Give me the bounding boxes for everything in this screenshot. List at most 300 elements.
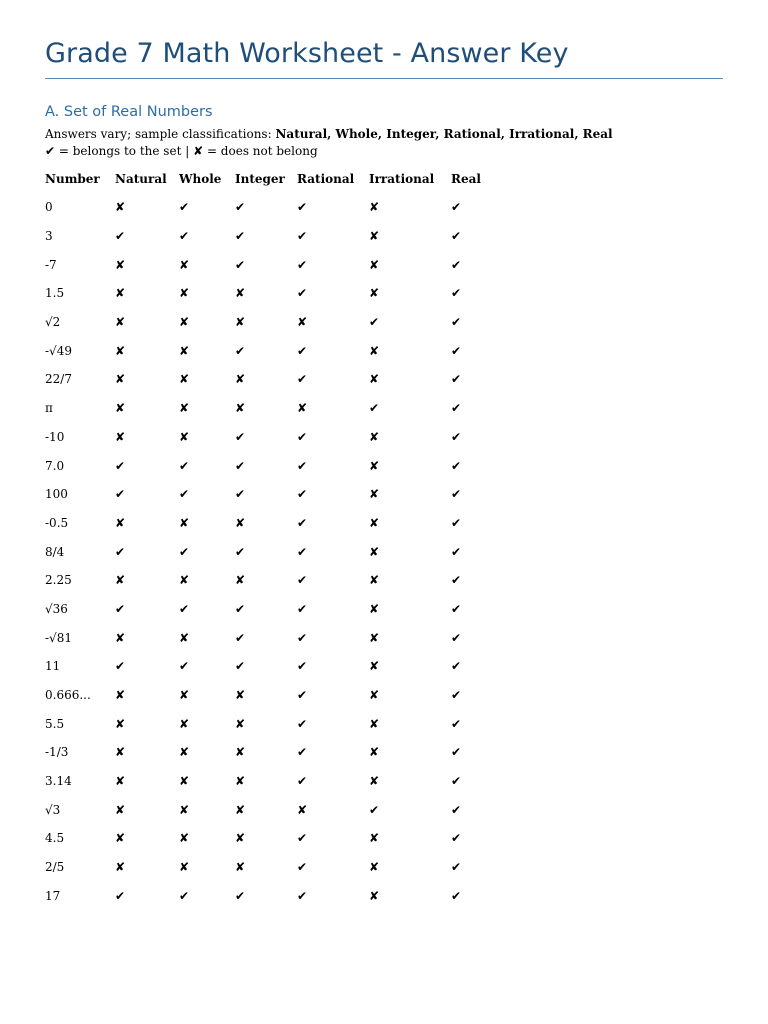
whole-cell <box>179 222 235 251</box>
cross-icon: ✘ <box>369 487 380 502</box>
check-icon: ✔ <box>451 229 462 244</box>
whole-cell <box>179 623 235 652</box>
check-icon: ✔ <box>235 429 246 444</box>
check-icon: ✔ <box>451 315 462 330</box>
rational-cell <box>297 480 369 509</box>
page-title: Grade 7 Math Worksheet - Answer Key <box>45 38 569 69</box>
check-icon: ✔ <box>451 688 462 703</box>
real-cell <box>451 882 491 911</box>
cross-icon: ✘ <box>235 860 246 875</box>
rational-cell <box>297 423 369 452</box>
cross-icon: ✘ <box>369 515 380 530</box>
rational-cell <box>297 509 369 538</box>
cross-icon: ✘ <box>115 573 126 588</box>
real-cell <box>451 623 491 652</box>
natural-cell <box>115 222 179 251</box>
natural-cell <box>115 623 179 652</box>
check-icon: ✔ <box>297 573 308 588</box>
irrational-cell <box>369 509 451 538</box>
integer-cell <box>235 451 297 480</box>
real-cell <box>451 308 491 337</box>
check-icon: ✔ <box>235 458 246 473</box>
check-icon: ✔ <box>451 458 462 473</box>
cross-icon: ✘ <box>115 831 126 846</box>
natural-cell <box>115 193 179 222</box>
check-icon: ✔ <box>451 888 462 903</box>
check-icon: ✔ <box>297 372 308 387</box>
real-cell <box>451 365 491 394</box>
real-cell <box>451 767 491 796</box>
irrational-cell <box>369 566 451 595</box>
check-icon: ✔ <box>297 774 308 789</box>
rational-cell <box>297 595 369 624</box>
integer-cell <box>235 709 297 738</box>
check-icon: ✔ <box>451 831 462 846</box>
number-cell: 0.666... <box>45 688 91 703</box>
cross-icon: ✘ <box>235 802 246 817</box>
check-icon: ✔ <box>179 458 190 473</box>
answers-note-classifications: Natural, Whole, Integer, Rational, Irrational, Real <box>275 127 613 141</box>
natural-cell <box>115 738 179 767</box>
cross-icon: ✘ <box>115 200 126 215</box>
whole-cell <box>179 394 235 423</box>
check-icon: ✔ <box>179 200 190 215</box>
whole-cell <box>179 795 235 824</box>
irrational-cell <box>369 451 451 480</box>
integer-cell <box>235 480 297 509</box>
table-row <box>45 308 491 337</box>
whole-cell <box>179 738 235 767</box>
header-real: Real <box>451 172 481 186</box>
whole-cell <box>179 308 235 337</box>
number-cell: 3 <box>45 229 53 244</box>
table-row <box>45 279 491 308</box>
check-icon: ✔ <box>451 544 462 559</box>
check-icon: ✔ <box>297 544 308 559</box>
cross-icon: ✘ <box>115 688 126 703</box>
number-cell: 5.5 <box>45 716 65 731</box>
check-icon: ✔ <box>451 515 462 530</box>
number-cell: 17 <box>45 888 61 903</box>
cross-icon: ✘ <box>115 257 126 272</box>
check-icon: ✔ <box>451 401 462 416</box>
check-icon: ✔ <box>45 144 56 158</box>
cross-icon: ✘ <box>369 659 380 674</box>
whole-cell <box>179 336 235 365</box>
integer-cell <box>235 681 297 710</box>
number-cell: 7.0 <box>45 458 65 473</box>
cross-icon: ✘ <box>179 802 190 817</box>
irrational-cell <box>369 480 451 509</box>
rational-cell <box>297 652 369 681</box>
check-icon: ✔ <box>179 888 190 903</box>
whole-cell <box>179 853 235 882</box>
cross-icon: ✘ <box>115 343 126 358</box>
cross-icon: ✘ <box>115 860 126 875</box>
whole-cell <box>179 279 235 308</box>
real-cell <box>451 250 491 279</box>
number-cell: -√81 <box>45 630 72 645</box>
cross-icon: ✘ <box>369 688 380 703</box>
irrational-cell <box>369 222 451 251</box>
real-cell <box>451 824 491 853</box>
rational-cell <box>297 795 369 824</box>
real-cell <box>451 509 491 538</box>
cross-icon: ✘ <box>179 343 190 358</box>
real-cell <box>451 709 491 738</box>
irrational-cell <box>369 824 451 853</box>
check-icon: ✔ <box>451 257 462 272</box>
cross-icon: ✘ <box>179 372 190 387</box>
cross-icon: ✘ <box>369 831 380 846</box>
natural-cell <box>115 767 179 796</box>
number-cell: 100 <box>45 487 68 502</box>
cross-icon: ✘ <box>369 429 380 444</box>
rational-cell <box>297 279 369 308</box>
integer-cell <box>235 595 297 624</box>
cross-icon: ✘ <box>297 315 308 330</box>
integer-cell <box>235 250 297 279</box>
number-cell: 2/5 <box>45 860 65 875</box>
check-icon: ✔ <box>451 774 462 789</box>
cross-icon: ✘ <box>115 315 126 330</box>
check-icon: ✔ <box>451 429 462 444</box>
natural-cell <box>115 250 179 279</box>
whole-cell <box>179 193 235 222</box>
irrational-cell <box>369 193 451 222</box>
cross-icon: ✘ <box>235 372 246 387</box>
real-cell <box>451 193 491 222</box>
number-cell: 3.14 <box>45 774 72 789</box>
cross-icon: ✘ <box>369 200 380 215</box>
check-icon: ✔ <box>179 659 190 674</box>
table-row <box>45 882 491 911</box>
check-icon: ✔ <box>235 343 246 358</box>
whole-cell <box>179 767 235 796</box>
natural-cell <box>115 882 179 911</box>
check-icon: ✔ <box>115 601 126 616</box>
real-cell <box>451 738 491 767</box>
rational-cell <box>297 709 369 738</box>
whole-cell <box>179 681 235 710</box>
cross-icon: ✘ <box>369 257 380 272</box>
natural-cell <box>115 652 179 681</box>
rational-cell <box>297 451 369 480</box>
rational-cell <box>297 738 369 767</box>
whole-cell <box>179 652 235 681</box>
natural-cell <box>115 423 179 452</box>
integer-cell <box>235 279 297 308</box>
rational-cell <box>297 623 369 652</box>
number-cell: 8/4 <box>45 544 65 559</box>
number-cell: -7 <box>45 257 57 272</box>
check-icon: ✔ <box>179 601 190 616</box>
cross-icon: ✘ <box>179 688 190 703</box>
cross-icon: ✘ <box>179 745 190 760</box>
cross-icon: ✘ <box>179 515 190 530</box>
number-cell: 1.5 <box>45 286 65 301</box>
irrational-cell <box>369 595 451 624</box>
check-icon: ✔ <box>115 458 126 473</box>
header-integer: Integer <box>235 172 285 186</box>
cross-icon: ✘ <box>179 286 190 301</box>
whole-cell <box>179 480 235 509</box>
check-icon: ✔ <box>297 429 308 444</box>
cross-icon: ✘ <box>115 286 126 301</box>
check-icon: ✔ <box>297 343 308 358</box>
integer-cell <box>235 423 297 452</box>
table-row <box>45 652 491 681</box>
check-icon: ✔ <box>235 200 246 215</box>
natural-cell <box>115 365 179 394</box>
natural-cell <box>115 279 179 308</box>
number-cell: -10 <box>45 429 65 444</box>
real-cell <box>451 853 491 882</box>
table-row <box>45 767 491 796</box>
cross-icon: ✘ <box>179 257 190 272</box>
check-icon: ✔ <box>297 630 308 645</box>
cross-icon: ✘ <box>115 716 126 731</box>
whole-cell <box>179 423 235 452</box>
irrational-cell <box>369 795 451 824</box>
whole-cell <box>179 566 235 595</box>
check-icon: ✔ <box>235 229 246 244</box>
cross-icon: ✘ <box>179 774 190 789</box>
cross-icon: ✘ <box>235 401 246 416</box>
cross-icon: ✘ <box>369 286 380 301</box>
header-natural: Natural <box>115 172 167 186</box>
check-icon: ✔ <box>451 802 462 817</box>
real-cell <box>451 222 491 251</box>
integer-cell <box>235 365 297 394</box>
rational-cell <box>297 566 369 595</box>
whole-cell <box>179 365 235 394</box>
natural-cell <box>115 795 179 824</box>
table-row <box>45 222 491 251</box>
check-icon: ✔ <box>451 745 462 760</box>
check-icon: ✔ <box>451 601 462 616</box>
cross-icon: ✘ <box>115 774 126 789</box>
check-icon: ✔ <box>451 659 462 674</box>
cross-icon: ✘ <box>369 745 380 760</box>
check-icon: ✔ <box>297 831 308 846</box>
irrational-cell <box>369 709 451 738</box>
check-icon: ✔ <box>451 343 462 358</box>
integer-cell <box>235 623 297 652</box>
check-icon: ✔ <box>297 745 308 760</box>
irrational-cell <box>369 394 451 423</box>
table-row <box>45 336 491 365</box>
irrational-cell <box>369 336 451 365</box>
natural-cell <box>115 824 179 853</box>
real-cell <box>451 566 491 595</box>
table-row <box>45 738 491 767</box>
check-icon: ✔ <box>235 257 246 272</box>
integer-cell <box>235 336 297 365</box>
check-icon: ✔ <box>297 601 308 616</box>
integer-cell <box>235 394 297 423</box>
whole-cell <box>179 882 235 911</box>
natural-cell <box>115 709 179 738</box>
natural-cell <box>115 336 179 365</box>
check-icon: ✔ <box>451 630 462 645</box>
cross-icon: ✘ <box>193 144 204 158</box>
table-row <box>45 537 491 566</box>
number-cell: π <box>45 401 53 416</box>
cross-icon: ✘ <box>179 716 190 731</box>
check-icon: ✔ <box>297 860 308 875</box>
check-icon: ✔ <box>297 458 308 473</box>
real-cell <box>451 652 491 681</box>
cross-icon: ✘ <box>115 401 126 416</box>
cross-icon: ✘ <box>235 315 246 330</box>
cross-icon: ✘ <box>369 630 380 645</box>
check-icon: ✔ <box>115 229 126 244</box>
natural-cell <box>115 566 179 595</box>
irrational-cell <box>369 738 451 767</box>
check-icon: ✔ <box>451 200 462 215</box>
rational-cell <box>297 365 369 394</box>
real-cell <box>451 279 491 308</box>
integer-cell <box>235 222 297 251</box>
natural-cell <box>115 394 179 423</box>
number-cell: 4.5 <box>45 831 65 846</box>
natural-cell <box>115 853 179 882</box>
integer-cell <box>235 566 297 595</box>
number-cell: 22/7 <box>45 372 72 387</box>
natural-cell <box>115 595 179 624</box>
table-row <box>45 681 491 710</box>
table-row <box>45 709 491 738</box>
whole-cell <box>179 451 235 480</box>
cross-icon: ✘ <box>369 716 380 731</box>
real-cell <box>451 795 491 824</box>
integer-cell <box>235 824 297 853</box>
table-row <box>45 595 491 624</box>
classification-table <box>45 165 491 910</box>
cross-icon: ✘ <box>115 630 126 645</box>
integer-cell <box>235 193 297 222</box>
integer-cell <box>235 767 297 796</box>
check-icon: ✔ <box>297 229 308 244</box>
cross-icon: ✘ <box>369 888 380 903</box>
check-icon: ✔ <box>179 487 190 502</box>
header-rational: Rational <box>297 172 355 186</box>
integer-cell <box>235 308 297 337</box>
integer-cell <box>235 738 297 767</box>
cross-icon: ✘ <box>235 286 246 301</box>
cross-icon: ✘ <box>369 229 380 244</box>
table-row <box>45 451 491 480</box>
irrational-cell <box>369 623 451 652</box>
irrational-cell <box>369 250 451 279</box>
natural-cell <box>115 537 179 566</box>
check-icon: ✔ <box>451 860 462 875</box>
irrational-cell <box>369 681 451 710</box>
table-row <box>45 509 491 538</box>
table-row <box>45 853 491 882</box>
cross-icon: ✘ <box>369 601 380 616</box>
rational-cell <box>297 681 369 710</box>
cross-icon: ✘ <box>235 831 246 846</box>
integer-cell <box>235 537 297 566</box>
irrational-cell <box>369 853 451 882</box>
check-icon: ✔ <box>179 229 190 244</box>
whole-cell <box>179 595 235 624</box>
cross-icon: ✘ <box>179 429 190 444</box>
number-cell: -1/3 <box>45 745 69 760</box>
rational-cell <box>297 222 369 251</box>
irrational-cell <box>369 652 451 681</box>
answers-note-prefix: Answers vary; sample classifications: <box>45 127 276 141</box>
section-a-heading: A. Set of Real Numbers <box>45 104 213 120</box>
real-cell <box>451 480 491 509</box>
cross-icon: ✘ <box>369 774 380 789</box>
check-icon: ✔ <box>369 802 380 817</box>
check-icon: ✔ <box>179 544 190 559</box>
number-cell: 0 <box>45 200 53 215</box>
rational-cell <box>297 336 369 365</box>
cross-icon: ✘ <box>179 831 190 846</box>
natural-cell <box>115 509 179 538</box>
check-icon: ✔ <box>451 573 462 588</box>
number-cell: √36 <box>45 601 68 616</box>
table-row <box>45 394 491 423</box>
integer-cell <box>235 882 297 911</box>
cross-icon: ✘ <box>115 429 126 444</box>
cross-icon: ✘ <box>115 802 126 817</box>
real-cell <box>451 336 491 365</box>
real-cell <box>451 595 491 624</box>
number-cell: -√49 <box>45 343 72 358</box>
irrational-cell <box>369 308 451 337</box>
cross-icon: ✘ <box>297 401 308 416</box>
table-row <box>45 795 491 824</box>
integer-cell <box>235 853 297 882</box>
integer-cell <box>235 652 297 681</box>
check-icon: ✔ <box>451 372 462 387</box>
cross-icon: ✘ <box>179 860 190 875</box>
cross-icon: ✘ <box>179 630 190 645</box>
number-cell: √3 <box>45 802 61 817</box>
cross-icon: ✘ <box>179 573 190 588</box>
rational-cell <box>297 193 369 222</box>
check-icon: ✔ <box>297 200 308 215</box>
check-icon: ✔ <box>115 487 126 502</box>
irrational-cell <box>369 767 451 796</box>
number-cell: √2 <box>45 315 61 330</box>
number-cell: 11 <box>45 659 61 674</box>
irrational-cell <box>369 882 451 911</box>
check-icon: ✔ <box>451 716 462 731</box>
irrational-cell <box>369 279 451 308</box>
natural-cell <box>115 451 179 480</box>
natural-cell <box>115 681 179 710</box>
check-icon: ✔ <box>235 659 246 674</box>
check-icon: ✔ <box>297 716 308 731</box>
check-icon: ✔ <box>297 487 308 502</box>
cross-icon: ✘ <box>369 458 380 473</box>
cross-icon: ✘ <box>235 573 246 588</box>
header-number: Number <box>45 172 100 186</box>
cross-icon: ✘ <box>369 860 380 875</box>
table-row <box>45 423 491 452</box>
rational-cell <box>297 250 369 279</box>
table-body <box>45 193 491 910</box>
rational-cell <box>297 394 369 423</box>
whole-cell <box>179 250 235 279</box>
table-row <box>45 623 491 652</box>
